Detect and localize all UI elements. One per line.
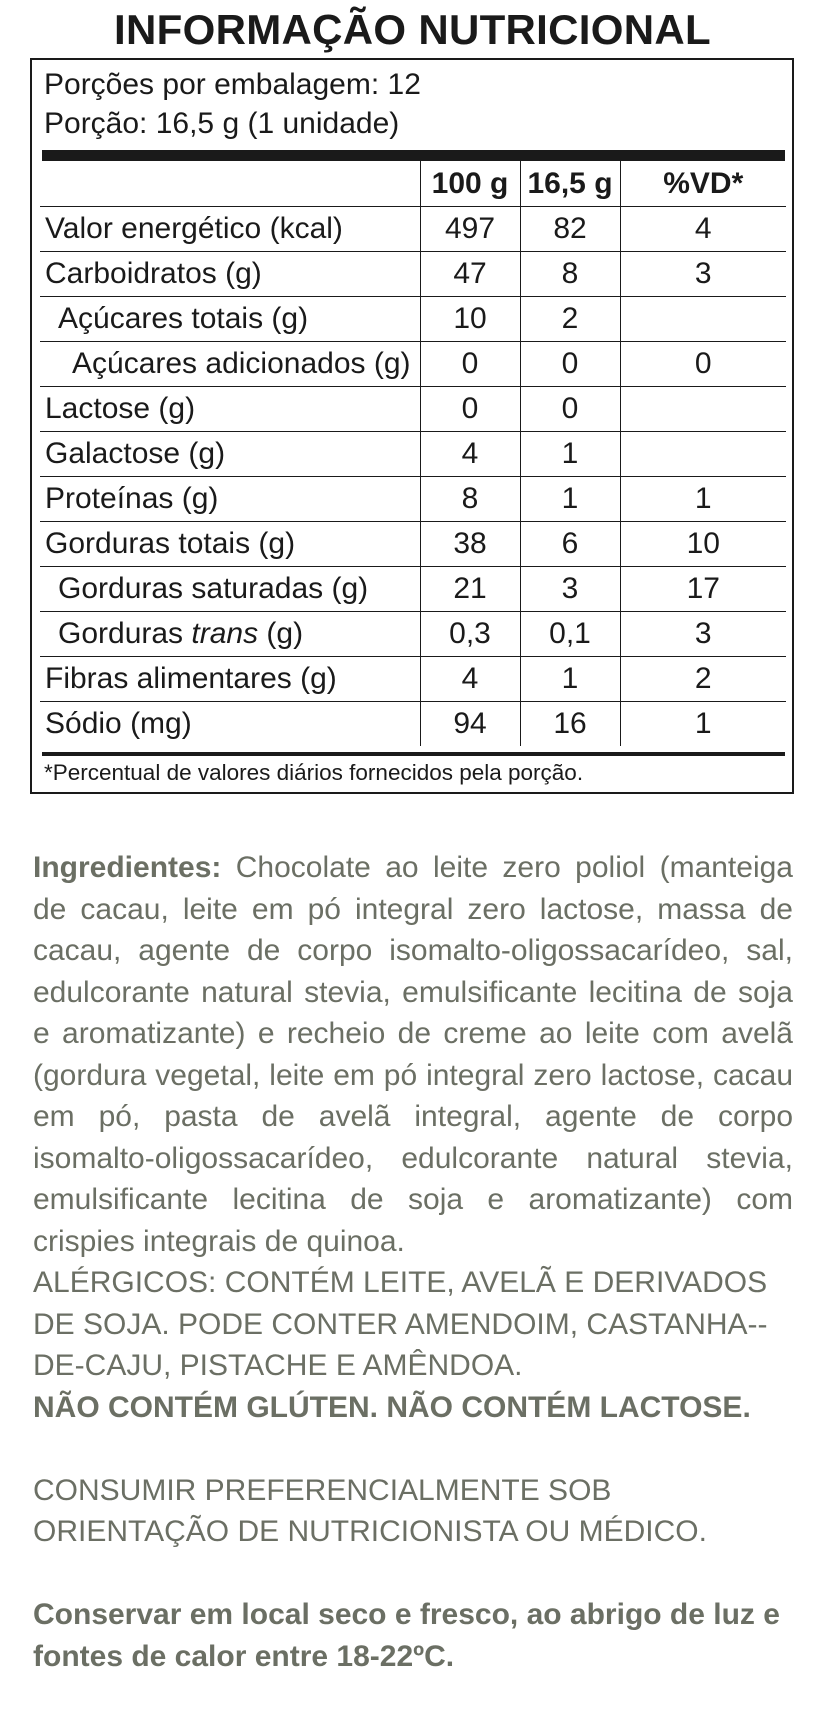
serving-size: Porção: 16,5 g (1 unidade)	[44, 107, 400, 140]
row-label: Lactose (g)	[40, 387, 420, 432]
row-label: Gorduras saturadas (g)	[40, 567, 420, 612]
value-portion: 0,1	[520, 612, 620, 657]
value-portion: 1	[520, 657, 620, 702]
row-label-pre: Gorduras	[58, 617, 192, 650]
table-row	[40, 522, 786, 567]
table-row	[40, 567, 786, 612]
row-label-post: (g)	[258, 617, 304, 650]
header-100g: 100 g	[420, 161, 520, 207]
value-100g: 0	[420, 342, 520, 387]
header-portion: 16,5 g	[520, 161, 620, 207]
ingredients-paragraph	[33, 847, 793, 1262]
value-portion: 8	[520, 252, 620, 297]
table-row	[40, 342, 786, 387]
ingredients-text: Chocolate ao leite zero poliol (manteiga de cacau, leite em pó integral zero lactose, massa de cacau, agente de corpo isomalto-oligossacarídeo, sal, edulcorante natural stevia, emulsificante lecitina de soja e aromatizante) e recheio de creme ao leite com avelã (gordura vegetal, leite em pó integral zero lactose, cacau em pó, pasta de avelã integral, agente de corpo isomalto-oligossacarídeo, edulcorante natural stevia, emulsificante lecitina de soja e aromatizante) com crispies integrais de quinoa.	[33, 851, 793, 1258]
table-row	[40, 252, 786, 297]
row-label: Açúcares totais (g)	[40, 297, 420, 342]
value-vd: 17	[620, 567, 786, 612]
header-vd: %VD*	[620, 161, 786, 207]
value-100g: 10	[420, 297, 520, 342]
storage-instructions: Conservar em local seco e fresco, ao abrigo de luz e fontes de calor entre 18-22ºC.	[33, 1598, 780, 1673]
allergens-warning: ALÉRGICOS: CONTÉM LEITE, AVELÃ E DERIVADOS DE SOJA. PODE CONTER AMENDOIM, CASTANHA--DE-CAJU, PISTACHE E AMÊNDOA.	[33, 1266, 768, 1382]
nutrition-table	[40, 161, 786, 746]
row-label: Proteínas (g)	[40, 477, 420, 522]
value-portion: 1	[520, 432, 620, 477]
value-100g: 0	[420, 387, 520, 432]
value-100g: 21	[420, 567, 520, 612]
value-100g: 47	[420, 252, 520, 297]
thick-divider	[42, 150, 785, 161]
label-text-block	[33, 847, 793, 1677]
nutrition-facts-panel	[30, 58, 794, 794]
value-vd: 3	[620, 612, 786, 657]
value-portion: 2	[520, 297, 620, 342]
value-100g: 38	[420, 522, 520, 567]
value-vd	[620, 297, 786, 342]
value-vd	[620, 432, 786, 477]
value-vd: 10	[620, 522, 786, 567]
value-portion: 82	[520, 207, 620, 252]
page-title: INFORMAÇÃO NUTRICIONAL	[114, 6, 711, 53]
consumption-advice: CONSUMIR PREFERENCIALMENTE SOB ORIENTAÇÃO DE NUTRICIONISTA OU MÉDICO.	[33, 1473, 707, 1548]
value-vd: 0	[620, 342, 786, 387]
value-100g: 94	[420, 702, 520, 747]
table-row	[40, 297, 786, 342]
value-100g: 8	[420, 477, 520, 522]
value-portion: 6	[520, 522, 620, 567]
value-vd	[620, 387, 786, 432]
table-row	[40, 477, 786, 522]
value-vd: 2	[620, 657, 786, 702]
table-header-row	[40, 161, 786, 207]
row-label: Carboidratos (g)	[40, 252, 420, 297]
row-label-italic: trans	[191, 617, 259, 650]
value-portion: 1	[520, 477, 620, 522]
row-label: Gorduras totais (g)	[40, 522, 420, 567]
table-row	[40, 702, 786, 747]
value-100g: 497	[420, 207, 520, 252]
value-portion: 3	[520, 567, 620, 612]
row-label: Sódio (mg)	[40, 702, 420, 747]
row-label: Fibras alimentares (g)	[40, 657, 420, 702]
value-portion: 16	[520, 702, 620, 747]
value-100g: 0,3	[420, 612, 520, 657]
value-portion: 0	[520, 342, 620, 387]
table-row	[40, 432, 786, 477]
ingredients-label: Ingredientes:	[33, 851, 222, 884]
footnote: *Percentual de valores diários fornecidos pela porção.	[44, 760, 584, 785]
bottom-divider	[42, 752, 785, 756]
value-100g: 4	[420, 657, 520, 702]
value-vd: 1	[620, 702, 786, 747]
value-vd: 4	[620, 207, 786, 252]
row-label: Açúcares adicionados (g)	[40, 342, 420, 387]
header-label-cell	[40, 161, 420, 207]
table-row	[40, 207, 786, 252]
value-vd: 1	[620, 477, 786, 522]
table-row	[40, 387, 786, 432]
row-label	[40, 612, 420, 657]
row-label: Valor energético (kcal)	[40, 207, 420, 252]
table-row	[40, 657, 786, 702]
gluten-lactose-warning: NÃO CONTÉM GLÚTEN. NÃO CONTÉM LACTOSE.	[33, 1390, 751, 1424]
row-label: Galactose (g)	[40, 432, 420, 477]
value-100g: 4	[420, 432, 520, 477]
value-vd: 3	[620, 252, 786, 297]
value-portion: 0	[520, 387, 620, 432]
table-row	[40, 612, 786, 657]
servings-per-package: Porções por embalagem: 12	[44, 68, 421, 101]
